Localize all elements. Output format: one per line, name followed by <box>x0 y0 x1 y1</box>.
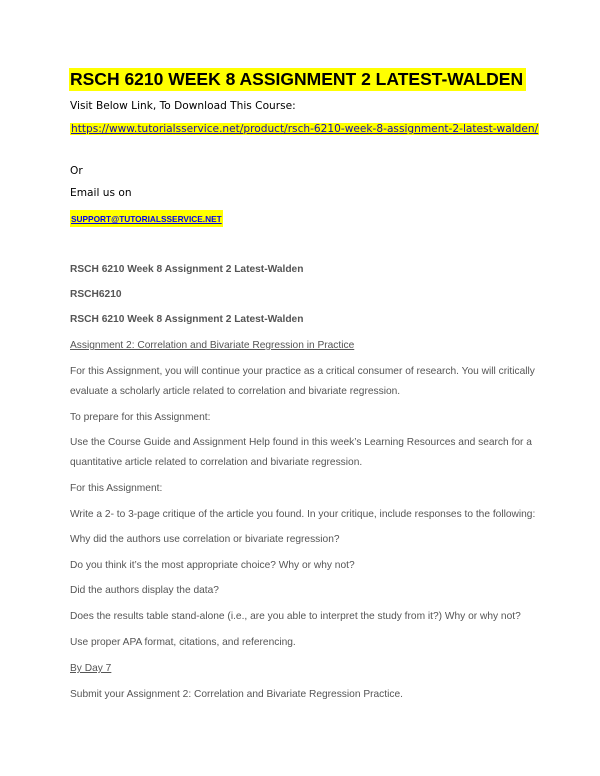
question-3: Did the authors display the data? <box>70 585 219 596</box>
submit-instructions: Submit your Assignment 2: Correlation and Bivariate Regression Practice. <box>70 689 403 700</box>
course-code: RSCH6210 <box>70 289 122 300</box>
apa-note: Use proper APA format, citations, and referencing. <box>70 637 296 648</box>
question-4: Does the results table stand-alone (i.e., are you able to interpret the study from it?) Why or why not? <box>70 611 521 622</box>
visit-text: Visit Below Link, To Download This Course: <box>70 100 296 112</box>
heading-1: RSCH 6210 Week 8 Assignment 2 Latest-Walden <box>70 264 304 275</box>
email-label: Email us on <box>70 187 132 199</box>
prepare-label: To prepare for this Assignment: <box>70 412 211 423</box>
email-link[interactable]: SUPPORT@TUTORIALSSERVICE.NET <box>70 210 223 227</box>
intro-line-2: evaluate a scholarly article related to correlation and bivariate regression. <box>70 386 401 397</box>
course-link-line <box>70 122 539 136</box>
email-link-line <box>70 212 223 226</box>
assignment-title: Assignment 2: Correlation and Bivariate Regression in Practice <box>70 340 355 351</box>
course-link[interactable]: https://www.tutorialsservice.net/product/rsch-6210-week-8-assignment-2-latest-walden/ <box>71 123 539 135</box>
document-title: RSCH 6210 WEEK 8 ASSIGNMENT 2 LATEST-WALDEN <box>69 68 526 91</box>
or-text: Or <box>70 165 83 177</box>
intro-line-1: For this Assignment, you will continue your practice as a critical consumer of research. You will critically <box>70 366 535 377</box>
prepare-line-1: Use the Course Guide and Assignment Help found in this week’s Learning Resources and search for a <box>70 437 532 448</box>
for-assignment-label: For this Assignment: <box>70 483 163 494</box>
critique-instructions: Write a 2- to 3-page critique of the article you found. In your critique, include responses to the following: <box>70 509 536 520</box>
question-2: Do you think it’s the most appropriate choice? Why or why not? <box>70 560 355 571</box>
prepare-line-2: quantitative article related to correlation and bivariate regression. <box>70 457 363 468</box>
question-1: Why did the authors use correlation or bivariate regression? <box>70 534 340 545</box>
heading-2: RSCH 6210 Week 8 Assignment 2 Latest-Walden <box>70 314 304 325</box>
by-day-heading: By Day 7 <box>70 663 112 674</box>
